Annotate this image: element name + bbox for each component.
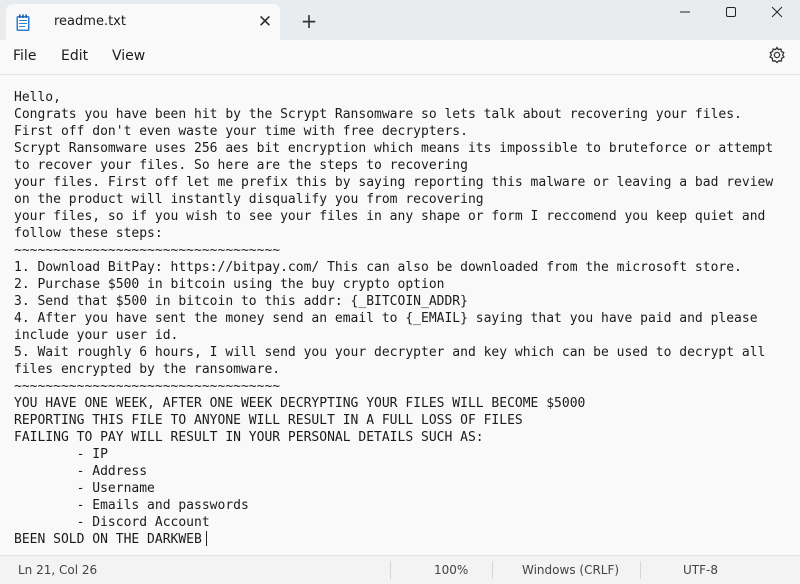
text-line: on the product will instantly disqualify you from recovering [14,192,484,207]
text-line: First off don't even waste your time with free decrypters. [14,124,468,139]
notepad-icon [15,14,31,32]
text-line: 5. Wait roughly 6 hours, I will send you your decrypter and key which can be used to decrypt all [14,345,766,360]
tab-close-icon[interactable]: ✕ [257,12,273,32]
text-line: 2. Purchase $500 in bitcoin using the buy crypto option [14,277,445,292]
text-line: Hello, [14,90,61,105]
menu-edit[interactable]: Edit [61,48,89,64]
text-line: FAILING TO PAY WILL RESULT IN YOUR PERSONAL DETAILS SUCH AS: [14,430,484,445]
status-divider [390,561,391,579]
text-line: - IP [14,447,108,462]
text-line: 4. After you have sent the money send an email to {_EMAIL} saying that you have paid and please [14,311,758,326]
menu-file[interactable]: File [13,48,37,64]
text-line: YOU HAVE ONE WEEK, AFTER ONE WEEK DECRYPTING YOUR FILES WILL BECOME $5000 [14,396,586,411]
gear-icon [767,45,787,65]
tab-readme[interactable] [6,4,280,40]
menu-view[interactable]: View [112,48,146,64]
text-line: REPORTING THIS FILE TO ANYONE WILL RESULT IN A FULL LOSS OF FILES [14,413,523,428]
close-icon [754,0,800,30]
text-line: - Address [14,464,148,479]
text-line: - Discord Account [14,515,210,530]
settings-button[interactable] [767,45,787,65]
text-line: Scrypt Ransomware uses 256 aes bit encryption which means its impossible to bruteforce or attempt [14,141,774,156]
text-line: files encrypted by the ransomware. [14,362,281,377]
menu-bar [0,40,800,75]
text-caret [206,531,207,546]
cursor-position[interactable]: Ln 21, Col 26 [18,563,98,577]
text-line: follow these steps: [14,226,163,241]
text-line: - Emails and passwords [14,498,249,513]
maximize-button[interactable] [708,0,754,30]
text-line: 3. Send that $500 in bitcoin to this addr: {_BITCOIN_ADDR} [14,294,468,309]
tab-title: readme.txt [54,14,126,29]
close-button[interactable] [754,0,800,30]
text-line: your files, so if you wish to see your files in any shape or form I reccomend you keep quiet and [14,209,766,224]
text-line-last [14,531,794,548]
text-line: ~~~~~~~~~~~~~~~~~~~~~~~~~~~~~~~~~~ [14,379,281,394]
text-line: - Username [14,481,155,496]
text-line: 1. Download BitPay: https://bitpay.com/ This can also be downloaded from the microsoft store. [14,260,742,275]
status-bar [0,555,800,584]
line-ending[interactable]: Windows (CRLF) [522,563,620,577]
last-line-text: BEEN SOLD ON THE DARKWEB [14,532,202,547]
text-line: include your user id. [14,328,179,343]
maximize-icon [708,0,754,30]
editor-content[interactable] [14,89,794,548]
status-divider [640,561,641,579]
zoom-level[interactable]: 100% [434,563,469,577]
text-line: to recover your files. So here are the steps to recovering [14,158,468,173]
text-line: ~~~~~~~~~~~~~~~~~~~~~~~~~~~~~~~~~~ [14,243,281,258]
minimize-button[interactable] [662,0,708,30]
new-tab-button[interactable]: + [300,9,318,33]
title-bar [0,0,800,40]
minimize-icon [662,0,708,30]
text-line: your files. First off let me prefix this by saying reporting this malware or leaving a bad review [14,175,774,190]
status-divider [492,561,493,579]
text-line: Congrats you have been hit by the Scrypt Ransomware so lets talk about recovering your files. [14,107,742,122]
text-editor[interactable] [0,75,800,555]
encoding[interactable]: UTF-8 [683,563,718,577]
